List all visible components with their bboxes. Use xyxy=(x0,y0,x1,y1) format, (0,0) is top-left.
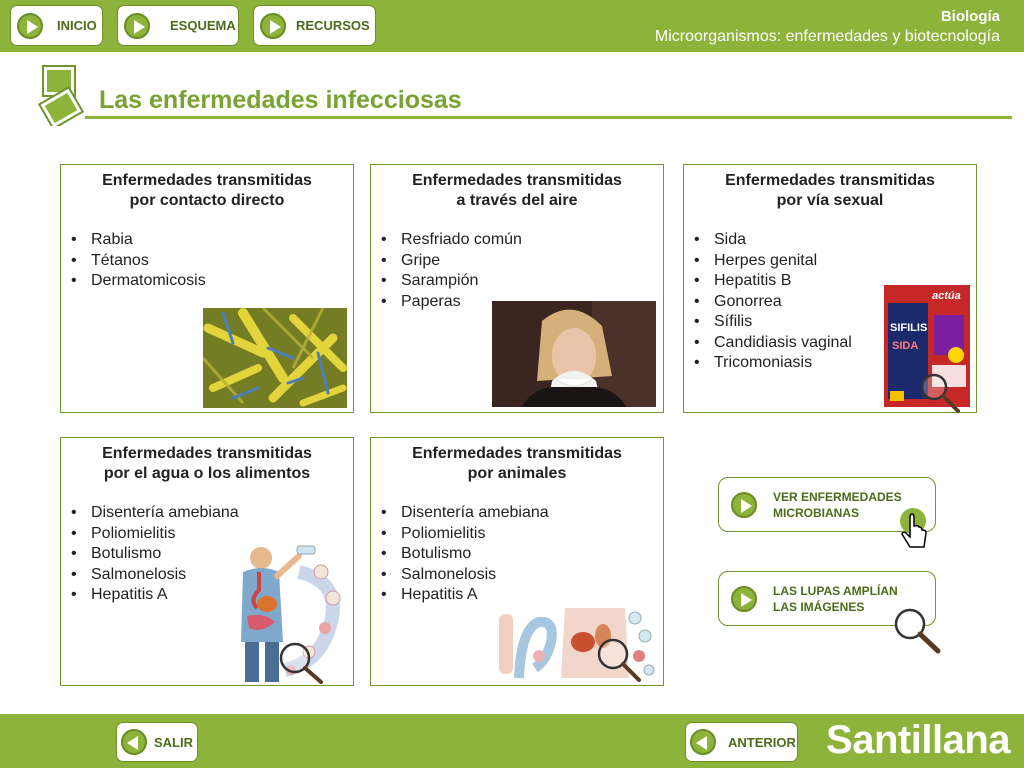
list-item: • Poliomielitis xyxy=(71,524,353,545)
play-icon xyxy=(260,13,286,39)
unit-name: Microorganismos: enfermedades y biotecnología xyxy=(654,28,1000,45)
box-contacto-directo xyxy=(60,164,354,413)
salir-label: SALIR xyxy=(154,734,193,750)
disease-list xyxy=(371,230,663,312)
disease-list xyxy=(371,503,663,606)
ver-enfermedades-label xyxy=(773,489,902,521)
animal-transmission-image[interactable] xyxy=(499,608,657,684)
title-divider xyxy=(85,116,1012,119)
digestive-system-image[interactable] xyxy=(221,542,349,684)
back-icon xyxy=(690,729,716,755)
box-title-line2: por vía sexual xyxy=(776,192,884,209)
box-title xyxy=(371,444,663,484)
play-icon xyxy=(731,586,757,612)
box-animales xyxy=(370,437,664,686)
play-icon xyxy=(17,13,43,39)
list-item: • Herpes genital xyxy=(694,251,976,272)
back-icon xyxy=(121,729,147,755)
box-title-line1: Enfermedades transmitidas xyxy=(725,172,935,189)
play-icon xyxy=(124,13,150,39)
bacteria-image[interactable] xyxy=(203,308,347,408)
inicio-button[interactable] xyxy=(10,5,103,46)
list-item: • Dermatomicosis xyxy=(71,271,353,292)
box-title xyxy=(371,171,663,211)
box-agua-alimentos xyxy=(60,437,354,686)
anterior-label: ANTERIOR xyxy=(728,734,796,750)
box-title-line1: Enfermedades transmitidas xyxy=(412,172,622,189)
list-item: • Tricomoniasis xyxy=(694,353,976,374)
poster-word-2: SIDA xyxy=(892,340,919,352)
std-poster-image[interactable] xyxy=(884,285,972,413)
box-title-line2: por animales xyxy=(467,465,567,482)
lupas-info-line1: LAS LUPAS AMPLÍAN xyxy=(773,583,898,598)
lupas-info-label xyxy=(773,583,898,615)
list-item: • Salmonelosis xyxy=(71,565,353,586)
box-title xyxy=(61,171,353,211)
box-title-line1: Enfermedades transmitidas xyxy=(102,172,312,189)
hand-cursor-icon xyxy=(898,507,932,553)
list-item: • Salmonelosis xyxy=(381,565,663,586)
esquema-button[interactable] xyxy=(117,5,239,46)
lupas-info-line2: LAS IMÁGENES xyxy=(773,599,865,614)
box-title-line1: Enfermedades transmitidas xyxy=(412,445,622,462)
list-item: • Rabia xyxy=(71,230,353,251)
bottom-bar xyxy=(0,714,1024,768)
poster-word-1: SIFILIS xyxy=(890,322,928,334)
page-title: Las enfermedades infecciosas xyxy=(99,86,462,114)
list-item: • Gripe xyxy=(381,251,663,272)
box-title-line1: Enfermedades transmitidas xyxy=(102,445,312,462)
esquema-label: ESQUEMA xyxy=(170,18,236,33)
anterior-button[interactable] xyxy=(685,722,798,762)
list-item: • Hepatitis A xyxy=(71,585,353,606)
subject-name: Biología xyxy=(940,8,1000,25)
box-title xyxy=(684,171,976,211)
list-item: • Hepatitis B xyxy=(694,271,976,292)
salir-button[interactable] xyxy=(116,722,198,762)
list-item: • Gonorrea xyxy=(694,292,976,313)
box-title-line2: a través del aire xyxy=(456,192,578,209)
list-item: • Resfriado común xyxy=(381,230,663,251)
list-item: • Poliomielitis xyxy=(381,524,663,545)
santillana-logo: Santillana xyxy=(826,718,1010,762)
box-title xyxy=(61,444,353,484)
box-title-line2: por el agua o los alimentos xyxy=(103,465,311,482)
list-item: • Sida xyxy=(694,230,976,251)
list-item: • Sarampión xyxy=(381,271,663,292)
subject-heading xyxy=(655,8,1000,46)
list-item: • Sífilis xyxy=(694,312,976,333)
recursos-label: RECURSOS xyxy=(296,18,370,33)
list-item: • Tétanos xyxy=(71,251,353,272)
box-via-sexual xyxy=(683,164,977,413)
recursos-button[interactable] xyxy=(253,5,376,46)
list-item: • Botulismo xyxy=(71,544,353,565)
sneezing-woman-image[interactable] xyxy=(492,301,656,407)
magnifier-icon xyxy=(892,608,944,656)
section-logo-icon xyxy=(36,64,86,126)
disease-list xyxy=(61,230,353,292)
play-icon xyxy=(731,492,757,518)
list-item: • Candidiasis vaginal xyxy=(694,333,976,354)
list-item: • Hepatitis A xyxy=(381,585,663,606)
list-item: • Disentería amebiana xyxy=(381,503,663,524)
ver-enfermedades-line2: MICROBIANAS xyxy=(773,505,859,520)
ver-enfermedades-line1: VER ENFERMEDADES xyxy=(773,489,902,504)
list-item: • Paperas xyxy=(381,292,663,313)
inicio-label: INICIO xyxy=(57,18,97,33)
list-item: • Botulismo xyxy=(381,544,663,565)
box-title-line2: por contacto directo xyxy=(129,192,285,209)
poster-top-text: actúa xyxy=(932,290,961,302)
list-item: • Disentería amebiana xyxy=(71,503,353,524)
box-aire xyxy=(370,164,664,413)
top-bar xyxy=(0,0,1024,52)
